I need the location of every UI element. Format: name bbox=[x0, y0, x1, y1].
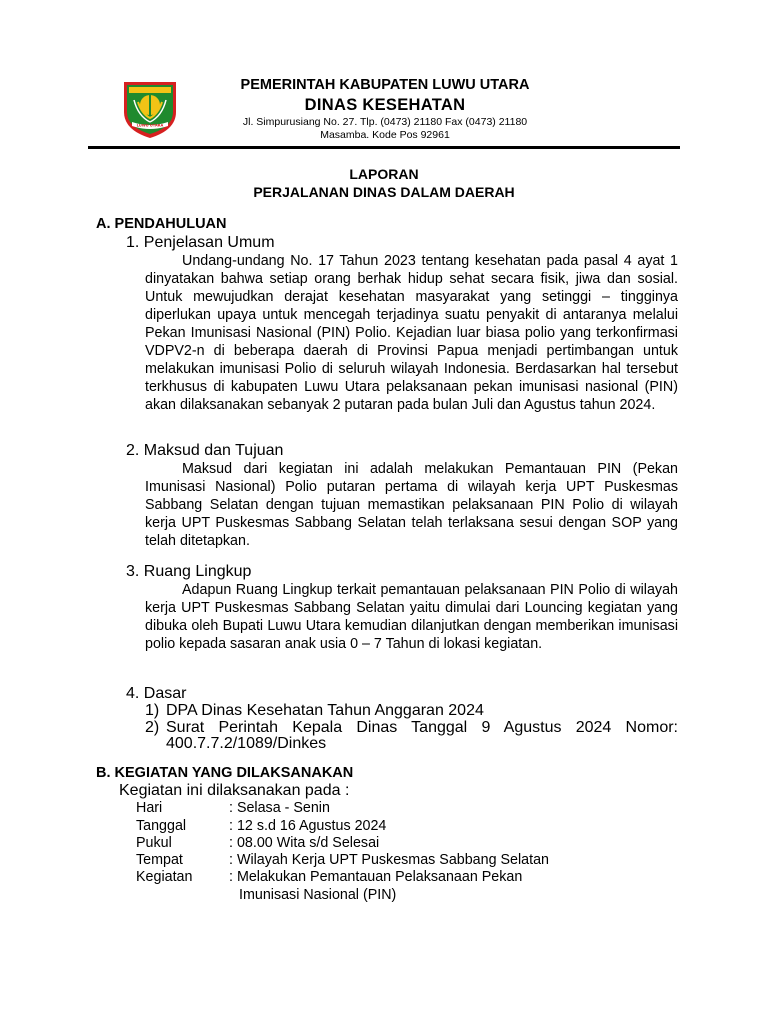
item-1-paragraph bbox=[145, 252, 678, 414]
item-3-text: Adapun Ruang Lingkup terkait pemantauan pelaksanaan PIN Polio di wilayah kerja UPT Puskesmas Sabbang Selatan yaitu dimulai dari Louncing kegiatan yang dibuka oleh Bupati Luwu Utara kemudian dilanjutkan dengan memberikan imunisasi polio kepada sasaran anak usia 0 – 7 Tahun di lokasi kegiatan. bbox=[145, 582, 678, 652]
agency-city: Masamba. Kode Pos 92961 bbox=[320, 129, 450, 141]
schedule-value-tanggal: : 12 s.d 16 Agustus 2024 bbox=[229, 818, 387, 834]
schedule-label-pukul: Pukul bbox=[136, 835, 172, 851]
schedule-value-tempat: : Wilayah Kerja UPT Puskesmas Sabbang Selatan bbox=[229, 852, 549, 868]
schedule-label-tempat: Tempat bbox=[136, 852, 183, 868]
item-2-paragraph bbox=[145, 460, 678, 550]
schedule-label-tanggal: Tanggal bbox=[136, 818, 187, 834]
letterhead-divider bbox=[88, 146, 680, 149]
schedule-value-kegiatan: : Melakukan Pemantauan Pelaksanaan Pekan bbox=[229, 869, 523, 885]
item-2-text: Maksud dari kegiatan ini adalah melakukan Pemantauan PIN (Pekan Imunisasi Nasional) Polio putaran pertama di wilayah kerja UPT Puskesmas Sabbang Selatan dengan tujuan memastikan pelaksanaan PIN Polio di wilayah kerja UPT Puskesmas Sabbang Selatan telah terlaksana sesui dengan SOP yang telah ditetapkan. bbox=[145, 461, 678, 549]
item-4-sub2-text: Surat Perintah Kepala Dinas Tanggal 9 Agustus 2024 Nomor: bbox=[166, 719, 678, 736]
schedule-value-pukul: : 08.00 Wita s/d Selesai bbox=[229, 835, 380, 851]
schedule-value-hari: : Selasa - Senin bbox=[229, 800, 330, 816]
letterhead bbox=[190, 76, 580, 142]
item-3-paragraph bbox=[145, 581, 678, 653]
section-a-heading: A. PENDAHULUAN bbox=[96, 216, 227, 232]
logo-text: LUWU UTARA bbox=[136, 123, 164, 128]
item-1-text: Undang-undang No. 17 Tahun 2023 tentang kesehatan pada pasal 4 ayat 1 dinyatakan bahwa setiap orang berhak hidup sehat secara fisik, jiwa dan sosial. Untuk mewujudkan derajat kesehatan masyarakat yang setinggi – tingginya diperlukan upaya untuk mencegah terjadinya suatu penyakit di antaranya melalui Pekan Imunisasi Nasional (PIN) Polio. Kejadian luar biasa polio yang terkonfirmasi VDPV2-n di beberapa daerah di Provinsi Papua menjadi pertimbangan untuk melakukan imunisasi Polio di seluruh wilayah Indonesia. Berdasarkan hal tersebut terkhusus di kabupaten Luwu Utara pelaksanaan pekan imunisasi nasional (PIN) akan dilaksanakan sebanyak 2 putaran pada bulan Juli dan Agustus tahun 2024. bbox=[145, 253, 678, 413]
schedule-label-kegiatan: Kegiatan bbox=[136, 869, 193, 885]
section-b-heading: B. KEGIATAN YANG DILAKSANAKAN bbox=[96, 765, 354, 781]
regency-emblem-logo bbox=[118, 78, 182, 140]
schedule-value-kegiatan-continued: Imunisasi Nasional (PIN) bbox=[239, 887, 397, 903]
section-b-intro: Kegiatan ini dilaksanakan pada : bbox=[119, 782, 350, 799]
report-subtitle: PERJALANAN DINAS DALAM DAERAH bbox=[253, 184, 515, 200]
report-title: LAPORAN bbox=[349, 166, 419, 182]
agency-address: Jl. Simpurusiang No. 27. Tlp. (0473) 21180 Fax (0473) 21180 bbox=[242, 116, 528, 128]
item-3-heading: 3. Ruang Lingkup bbox=[126, 563, 252, 580]
item-4-sub2-continued: 400.7.7.2/1089/Dinkes bbox=[166, 735, 327, 752]
item-4-sub1-text: DPA Dinas Kesehatan Tahun Anggaran 2024 bbox=[166, 702, 484, 719]
item-4-sub2-number: 2) bbox=[145, 719, 160, 736]
item-1-heading: 1. Penjelasan Umum bbox=[126, 234, 275, 251]
item-4-sub1-number: 1) bbox=[145, 702, 160, 719]
item-2-heading: 2. Maksud dan Tujuan bbox=[126, 442, 284, 459]
government-name: PEMERINTAH KABUPATEN LUWU UTARA bbox=[240, 77, 530, 93]
item-4-heading: 4. Dasar bbox=[126, 685, 187, 702]
agency-name: DINAS KESEHATAN bbox=[304, 96, 466, 114]
schedule-label-hari: Hari bbox=[136, 800, 163, 816]
